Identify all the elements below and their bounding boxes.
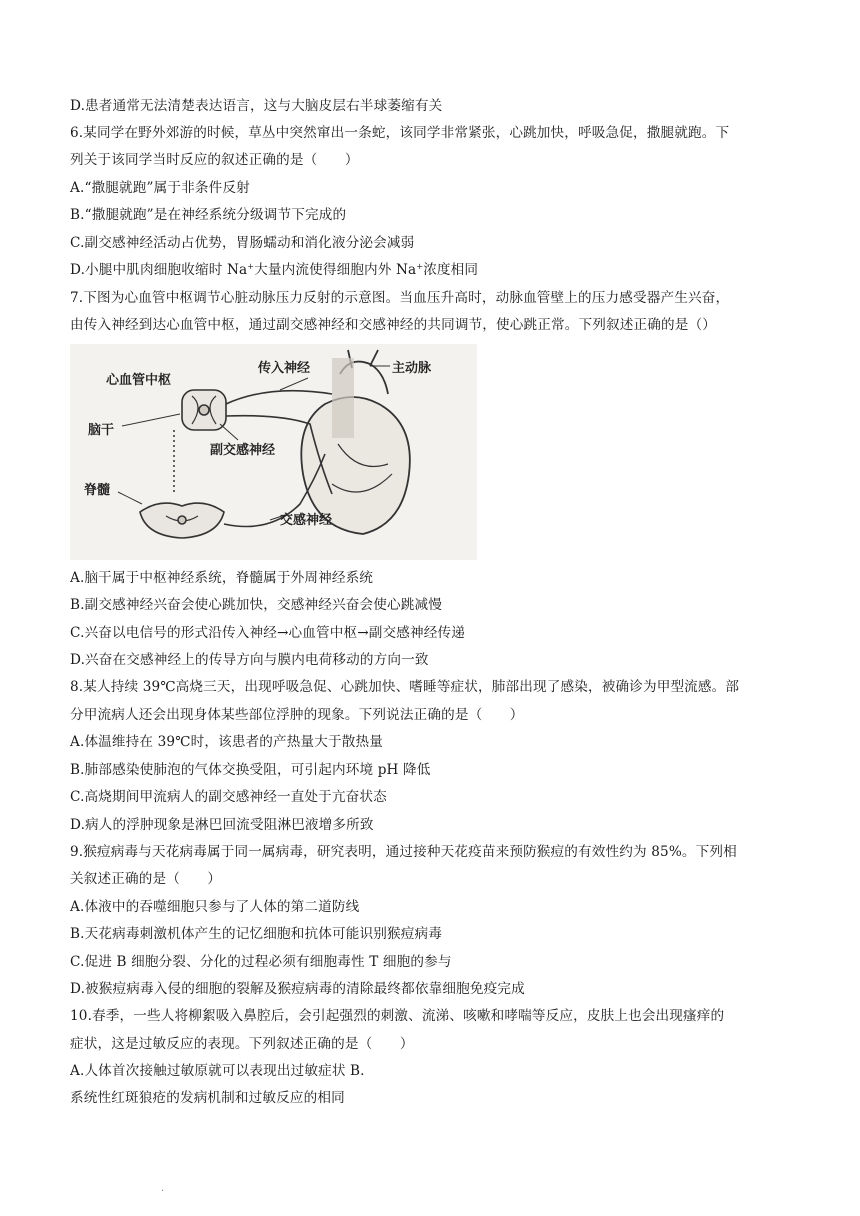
label-spinal-cord: 脊髓 [84,483,111,498]
q6d-text-3: 浓度相同 [423,262,479,278]
q6d-text-2: 大量内流使得细胞内外 Na [254,262,417,278]
q5-option-d: D.患者通常无法清楚表达语言，这与大脑皮层右半球萎缩有关 [70,98,443,114]
q10-option-b: 系统性红斑狼疮的发病机制和过敏反应的相同 [70,1090,345,1106]
q8-stem-line-1: 8.某人持续 39℃高烧三天，出现呼吸急促、心跳加快、嗜睡等症状，肺部出现了感染，被确诊为甲型流感。部 [70,679,740,695]
q10-stem-line-1: 10.春季，一些人将柳絮吸入鼻腔后，会引起强烈的刺激、流涕、咳嗽和哮喘等反应，皮肤上也会出现瘙痒的 [70,1008,725,1024]
label-aorta: 主动脉 [392,361,432,376]
baroreceptor-area [332,358,354,438]
q7-option-b: B.副交感神经兴奋会使心跳加快，交感神经兴奋会使心跳减慢 [70,597,442,613]
q8-option-b: B.肺部感染使肺泡的气体交换受阻，可引起内环境 pH 降低 [70,762,431,778]
q6-option-c: C.副交感神经活动占优势，胃肠蠕动和消化液分泌会减弱 [70,235,415,251]
q9-option-c: C.促进 B 细胞分裂、分化的过程必须有细胞毒性 T 细胞的参与 [70,954,452,970]
q6-stem-line-2: 列关于该同学当时反应的叙述正确的是（ ） [70,152,359,168]
q6-option-a: A.“撒腿就跑”属于非条件反射 [70,180,250,196]
q6d-superscript-2: + [416,262,424,271]
cardiovascular-center-shape [182,390,226,430]
label-parasympathetic: 副交感神经 [210,443,276,458]
q10-option-a: A.人体首次接触过敏原就可以表现出过敏症状 B. [70,1063,365,1079]
reflex-diagram [70,344,477,560]
label-brainstem: 脑干 [88,423,115,438]
label-cardiovascular-center: 心血管中枢 [106,373,172,388]
q10-stem-line-2: 症状，这是过敏反应的表现。下列叙述正确的是（ ） [70,1036,414,1052]
q8-option-a: A.体温维持在 39℃时，该患者的产热量大于散热量 [70,734,383,750]
q9-option-a: A.体液中的吞噬细胞只参与了人体的第二道防线 [70,899,360,915]
q9-stem-line-2: 关叙述正确的是（ ） [70,871,222,887]
q9-option-d: D.被猴痘病毒入侵的细胞的裂解及猴痘病毒的清除最终都依靠细胞免疫完成 [70,981,525,997]
q6d-text-1: D.小腿中肌肉细胞收缩时 Na [70,262,248,278]
q6d-superscript-1: + [247,262,255,271]
q8-option-d: D.病人的浮肿现象是淋巴回流受阻淋巴液增多所致 [70,817,374,833]
q7-option-c: C.兴奋以电信号的形式沿传入神经→心血管中枢→副交感神经传递 [70,625,465,641]
footer-mark: . [161,1183,165,1194]
q9-option-b: B.天花病毒刺激机体产生的记忆细胞和抗体可能识别猴痘病毒 [70,926,442,942]
label-afferent-nerve: 传入神经 [258,361,311,376]
q6-option-b: B.“撒腿就跑”是在神经系统分级调节下完成的 [70,207,347,223]
q6-stem-line-1: 6.某同学在野外郊游的时候，草丛中突然窜出一条蛇，该同学非常紧张，心跳加快，呼吸急促，撒腿就跑。下 [70,125,730,141]
q6-option-d [70,261,795,279]
q7-stem-line-2: 由传入神经到达心血管中枢，通过副交感神经和交感神经的共同调节，使心跳正常。下列叙述正确的是（） [70,317,716,333]
q9-stem-line-1: 9.猴痘病毒与天花病毒属于同一属病毒，研究表明，通过接种天花疫苗来预防猴痘的有效性约为 85%。下列相 [70,844,737,860]
q8-stem-line-2: 分甲流病人还会出现身体某些部位浮肿的现象。下列说法正确的是（ ） [70,707,524,723]
q7-stem-line-1: 7.下图为心血管中枢调节心脏动脉压力反射的示意图。当血压升高时，动脉血管壁上的压力感受器产生兴奋， [70,290,730,306]
q8-option-c: C.高烧期间甲流病人的副交感神经一直处于亢奋状态 [70,789,387,805]
q7-option-a: A.脑干属于中枢神经系统，脊髓属于外周神经系统 [70,570,374,586]
q7-option-d: D.兴奋在交感神经上的传导方向与膜内电荷移动的方向一致 [70,652,429,668]
label-sympathetic: 交感神经 [280,513,333,528]
